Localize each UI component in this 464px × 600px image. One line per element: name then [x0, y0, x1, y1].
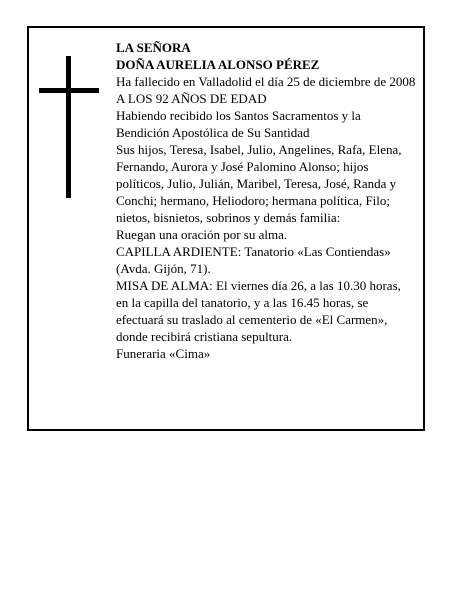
notice-title: LA SEÑORA	[116, 40, 191, 55]
cross-vertical-bar	[66, 56, 71, 198]
chapel-info: CAPILLA ARDIENTE: Tanatorio «Las Contiendas» (Avda. Gijón, 71).	[116, 244, 391, 276]
age-statement: A LOS 92 AÑOS DE EDAD	[116, 91, 267, 106]
notice-text	[116, 39, 416, 362]
funeral-home: Funeraria «Cima»	[116, 346, 211, 361]
family-list: Sus hijos, Teresa, Isabel, Julio, Angelines, Rafa, Elena, Fernando, Aurora y José Palomino Alonso; hijos políticos, Julio, Julián, Maribel, Teresa, José, Randa y Conchi; hermano, Heliodoro; hermana política, Filo; nietos, bisnietos, sobrinos y demás familia:	[116, 142, 402, 225]
death-statement: Ha fallecido en Valladolid el día 25 de diciembre de 2008	[116, 74, 416, 89]
mass-info: MISA DE ALMA: El viernes día 26, a las 10.30 horas, en la capilla del tanatorio, y a las 16.45 horas, se efectuará su traslado al cementerio de «El Carmen», donde recibirá cristiana sepultura.	[116, 278, 401, 344]
prayer-request: Ruegan una oración por su alma.	[116, 227, 288, 242]
cross-horizontal-bar	[39, 88, 99, 93]
cross-icon	[39, 56, 99, 198]
sacraments-statement: Habiendo recibido los Santos Sacramentos y la Bendición Apostólica de Su Santidad	[116, 108, 361, 140]
deceased-name: DOÑA AURELIA ALONSO PÉREZ	[116, 57, 320, 72]
obituary-notice	[27, 26, 425, 431]
